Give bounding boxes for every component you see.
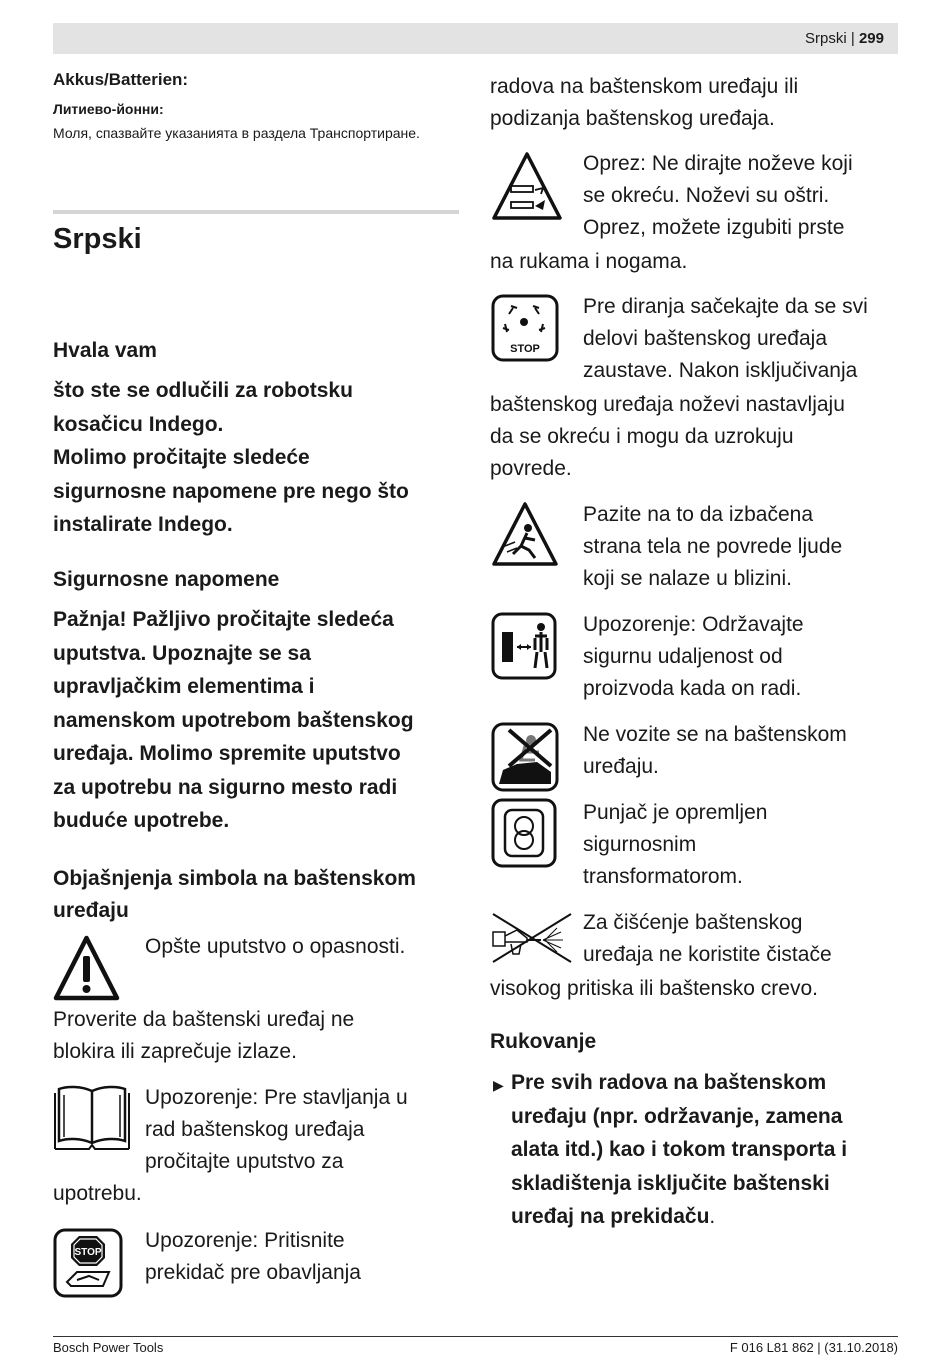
text-line: sigurnu udaljenost od — [583, 645, 783, 668]
text-line: transformatorom. — [583, 865, 743, 888]
text-line: Pre svih radova na baštenskom — [511, 1071, 827, 1094]
page-number: 299 — [858, 30, 884, 47]
text-line: Ne vozite se na baštenskom — [583, 723, 847, 746]
text-line: upotrebu. — [53, 1182, 142, 1205]
text-line: radova na baštenskom uređaju ili — [490, 75, 799, 98]
text-line: alata itd.) kao i tokom transporta i — [511, 1138, 848, 1161]
text-line: Proverite da baštenski uređaj ne — [53, 1008, 355, 1031]
text-line: podizanja baštenskog uređaja. — [490, 107, 775, 130]
symbol-desc-cont — [490, 246, 687, 278]
text-line: što ste se odlučili za robotsku — [53, 379, 353, 402]
text-line: za upotrebu na sigurno mesto radi — [53, 775, 398, 799]
symbol-desc — [583, 797, 767, 893]
text-line: visokog pritiska ili baštensko crevo. — [490, 977, 818, 1000]
no-pressure-washer-icon — [491, 910, 573, 966]
footer-rule — [53, 1336, 898, 1337]
symbol-desc — [583, 719, 847, 783]
bullet-paragraph — [511, 1066, 847, 1234]
text-line: povrede. — [490, 457, 572, 480]
handling-heading: Rukovanje — [490, 1030, 597, 1053]
symbol-desc — [145, 931, 405, 963]
text-line: uređaja ne koristite čistače — [583, 943, 832, 966]
text-line: Upozorenje: Pre stavljanja u — [145, 1086, 408, 1109]
no-riding-icon — [491, 722, 559, 792]
intro-paragraph — [53, 374, 409, 542]
continued-paragraph — [490, 71, 798, 135]
text-line: uputstva. Upoznajte se sa — [53, 641, 311, 665]
header-section: Srpski | — [805, 30, 855, 47]
manual-book-icon — [53, 1083, 131, 1153]
text-line: rad baštenskog uređaja — [145, 1118, 365, 1141]
symbol-desc — [583, 907, 832, 971]
text-line: kosačicu Indego. — [53, 412, 224, 436]
akkus-label: Akkus/Batterien: — [53, 70, 189, 89]
footer-code: F 016 L81 862 | (31.10.2018) — [729, 1340, 898, 1355]
period: . — [709, 1205, 716, 1228]
text-line: baštenskog uređaja noževi nastavljaju — [490, 393, 845, 416]
text-line: upravljačkim elementima i — [53, 675, 315, 698]
text-line: uređaja. Molimo spremite uputstvo — [53, 742, 401, 765]
text-line: blokira ili zaprečuje izlaze. — [53, 1040, 297, 1063]
section-divider — [53, 210, 459, 214]
text-line: Pažnja! Pažljivo pročitajte sledeća — [53, 608, 394, 631]
text-line: namenskom upotrebom baštenskog — [53, 708, 414, 732]
section-title: Srpski — [53, 223, 142, 255]
safety-heading: Sigurnosne napomene — [53, 568, 280, 591]
transport-note: Моля, спазвайте указанията в раздела Транспортиране. — [53, 125, 420, 141]
text-line: Opšte uputstvo o opasnosti. — [145, 935, 406, 958]
text-line: Upozorenje: Održavajte — [583, 613, 804, 636]
symbol-desc — [583, 291, 868, 387]
bullet-triangle-icon: ▶ — [493, 1077, 504, 1093]
text-line: Pre diranja sačekajte da se svi — [583, 295, 868, 318]
text-line: Za čišćenje baštenskog — [583, 911, 803, 934]
warning-paragraph — [53, 603, 414, 838]
symbol-desc — [145, 1082, 408, 1178]
text-line: Objašnjenja simbola na baštenskom — [53, 867, 416, 890]
text-line: uređaju (npr. održavanje, zamena — [511, 1104, 843, 1128]
text-line: delovi baštenskog uređaja — [583, 327, 828, 350]
text-line: Upozorenje: Pritisnite — [145, 1229, 345, 1252]
symbol-desc — [583, 499, 842, 595]
stop-switch-icon — [53, 1228, 123, 1298]
text-line: pročitajte uputstvo za — [145, 1150, 344, 1173]
symbol-desc-cont — [53, 1004, 354, 1068]
text-line — [511, 1200, 847, 1234]
text-line-bold: uređaj na prekidaču — [511, 1205, 710, 1228]
text-line: instalirate Indego. — [53, 513, 233, 536]
litium-label: Литиево-йонни: — [53, 101, 164, 117]
symbol-desc-cont — [490, 973, 818, 1005]
blade-danger-icon — [491, 150, 563, 222]
text-line: Pazite na to da izbačena — [583, 503, 813, 526]
symbol-desc — [145, 1225, 361, 1289]
warning-triangle-icon — [53, 934, 120, 1002]
text-line: Oprez: Ne dirajte noževe koji — [583, 152, 853, 175]
text-line: uređaju. — [583, 755, 659, 778]
symbol-desc-cont — [53, 1178, 142, 1210]
svg-text:STOP: STOP — [74, 1247, 102, 1258]
text-line: koji se nalaze u blizini. — [583, 567, 792, 590]
text-line: buduće upotrebe. — [53, 809, 230, 832]
text-line: prekidač pre obavljanja — [145, 1261, 361, 1284]
symbol-desc — [583, 148, 853, 244]
text-line: Molimo pročitajte sledeće — [53, 446, 310, 469]
footer-brand: Bosch Power Tools — [53, 1340, 164, 1355]
text-line: skladištenja isključite baštenski — [511, 1171, 830, 1195]
text-line: strana tela ne povrede ljude — [583, 535, 843, 558]
symbol-desc-cont — [490, 389, 845, 485]
text-line: uređaju — [53, 899, 129, 922]
safe-distance-icon — [491, 612, 557, 680]
hvala-heading: Hvala vam — [53, 339, 157, 362]
header-bar — [53, 23, 898, 54]
symbol-desc — [583, 609, 804, 705]
text-line: proizvoda kada on radi. — [583, 677, 802, 700]
svg-text:STOP: STOP — [510, 343, 540, 355]
text-line: na rukama i nogama. — [490, 250, 688, 273]
text-line: da se okreću i mogu da uzrokuju — [490, 425, 794, 448]
text-line: zaustave. Nakon isključivanja — [583, 359, 858, 382]
thrown-objects-icon — [491, 500, 559, 568]
text-line: Oprez, možete izgubiti prste — [583, 216, 845, 239]
transformer-icon — [491, 798, 557, 868]
text-line: sigurnosne napomene pre nego što — [53, 479, 409, 503]
text-line: Punjač je opremljen — [583, 801, 768, 824]
wait-stop-icon — [491, 294, 559, 362]
text-line: sigurnosnim — [583, 833, 697, 856]
page-header — [805, 30, 884, 47]
text-line: se okreću. Noževi su oštri. — [583, 184, 830, 207]
symbols-heading — [53, 863, 416, 927]
